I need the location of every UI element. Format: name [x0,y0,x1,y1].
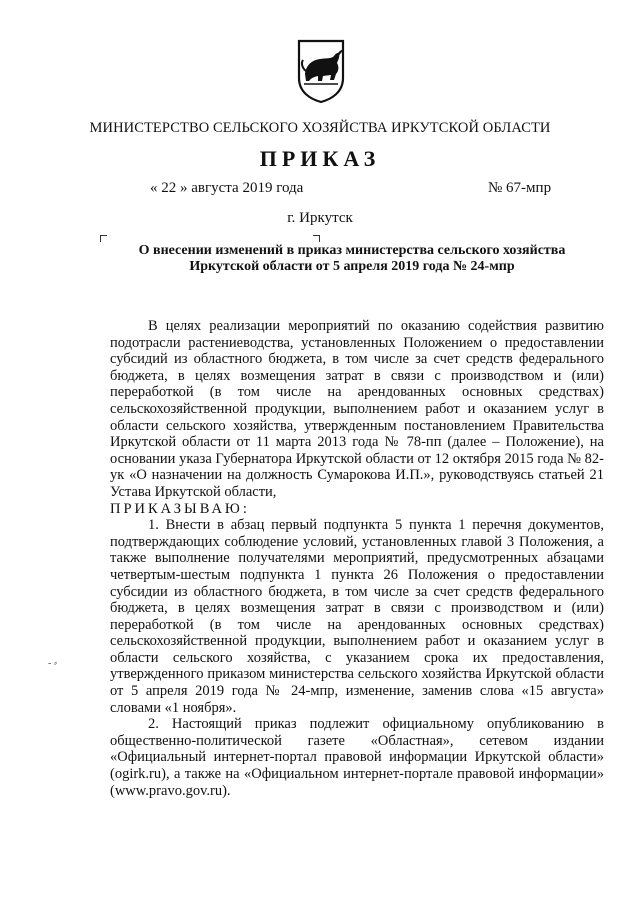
subject-corner-right-mark [313,235,320,242]
preamble-paragraph: В целях реализации мероприятий по оказанию содействия развитию подотрасли растениеводства, установленных Положением о предоставлении субсидий из областного бюджета, в том числе за счет средств федерального бюджета, в целях возмещения затрат в связи с производством и (или) переработкой (в том числе на арендованных основных средствах) сельскохозяйственной продукции, выполнением работ и оказанием услуг в области сельского хозяйства, утвержденным постановлением Правительства Иркутской области от 11 марта 2013 года № 78-пп (далее – Положение), на основании указа Губернатора Иркутской области от 12 октября 2015 года № 82-ук «О назначении на должность Сумарокова И.П.», руководствуясь статьей 21 Устава Иркутской области, [110,318,604,500]
document-number: № 67-мпр [488,180,552,196]
irkutsk-coat-of-arms-icon [296,38,346,104]
margin-scribble-mark: ‐ ⸗ [48,658,58,669]
document-city: г. Иркутск [287,210,353,226]
document-body [110,318,604,799]
order-word: ПРИКАЗЫВАЮ: [110,500,250,517]
document-type-title: ПРИКАЗ [259,146,381,171]
ministry-name: МИНИСТЕРСТВО СЕЛЬСКОГО ХОЗЯЙСТВА ИРКУТСКОЙ ОБЛАСТИ [89,120,551,136]
document-subject: О внесении изменений в приказ министерства сельского хозяйства Иркутской области от 5 апреля 2019 года № 24-мпр [138,243,566,274]
subject-corner-left-mark [100,235,107,242]
item-2-paragraph: 2. Настоящий приказ подлежит официальному опубликованию в общественно-политической газете «Областная», сетевом издании «Официальный интернет-портал правовой информации Иркутской области» (ogirk.ru), а также на «Официальном интернет-портале правовой информации» (www.pravo.gov.ru). [110,716,604,799]
document-date: « 22 » августа 2019 года [150,180,304,196]
item-1-paragraph: 1. Внести в абзац первый подпункта 5 пункта 1 перечня документов, подтверждающих соблюдение условий, установленных главой 3 Положения, а также выполнение получателями мероприятий, предусмотренных абзацами четвертым-шестым подпункта 1 пункта 26 Положения о предоставлении субсидии из областного бюджета, в том числе за счет средств федерального бюджета, в целях возмещения затрат в связи с производством и (или) переработкой (в том числе на арендованных основных средствах) сельскохозяйственной продукции, выполнением работ и оказанием услуг в области сельского хозяйства, с указанием срока их предоставления, утвержденного приказом министерства сельского хозяйства Иркутской области от 5 апреля 2019 года № 24-мпр, изменение, заменив слова «15 августа» словами «1 ноября». [110,517,604,716]
